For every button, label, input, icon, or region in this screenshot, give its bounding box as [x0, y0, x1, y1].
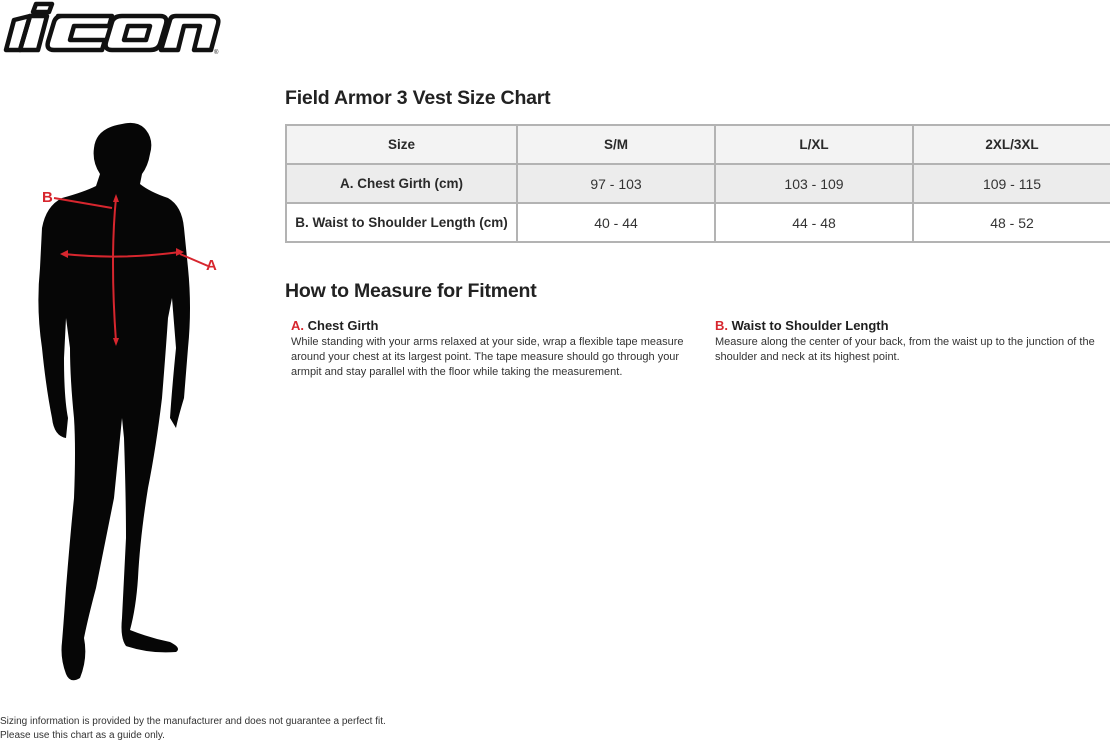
- instruction-title: Waist to Shoulder Length: [731, 318, 889, 333]
- label-b: B: [42, 189, 53, 206]
- brand-logo: [0, 0, 222, 56]
- icon-brand-logo-icon: [0, 0, 222, 56]
- how-to-measure-title: How to Measure for Fitment: [285, 280, 537, 302]
- measure-instruction-waist-shoulder: [715, 318, 1105, 365]
- header-cell: Size: [286, 125, 517, 164]
- label-a: A: [206, 257, 217, 274]
- table-header-row: [286, 125, 1110, 164]
- table-cell: 44 - 48: [715, 203, 913, 242]
- instruction-letter: B.: [715, 318, 728, 333]
- disclaimer: [0, 715, 386, 743]
- row-label: A. Chest Girth (cm): [286, 164, 517, 203]
- instruction-letter: A.: [291, 318, 304, 333]
- table-cell: 109 - 115: [913, 164, 1110, 203]
- measure-instruction-chest: [291, 318, 691, 380]
- header-cell: S/M: [517, 125, 715, 164]
- size-chart-title: Field Armor 3 Vest Size Chart: [285, 87, 551, 109]
- instruction-title: Chest Girth: [307, 318, 379, 333]
- table-cell: 40 - 44: [517, 203, 715, 242]
- human-silhouette-figure: [30, 118, 230, 688]
- human-silhouette-icon: [30, 118, 230, 688]
- table-row: [286, 164, 1110, 203]
- disclaimer-line: Sizing information is provided by the manufacturer and does not guarantee a perfect fit.: [0, 716, 386, 727]
- instruction-heading: [291, 318, 691, 333]
- instruction-description: While standing with your arms relaxed at your side, wrap a flexible tape measure around your chest at its largest point. The tape measure should go through your armpit and stay parallel with the floor while taking the measurement.: [291, 336, 684, 378]
- svg-text:®: ®: [214, 50, 219, 56]
- header-cell: 2XL/3XL: [913, 125, 1110, 164]
- disclaimer-line: Please use this chart as a guide only.: [0, 730, 165, 741]
- header-cell: L/XL: [715, 125, 913, 164]
- table-row: [286, 203, 1110, 242]
- table-cell: 97 - 103: [517, 164, 715, 203]
- table-cell: 103 - 109: [715, 164, 913, 203]
- size-chart-table: [285, 124, 1110, 243]
- instruction-description: Measure along the center of your back, from the waist up to the junction of the shoulder and neck at its highest point.: [715, 336, 1095, 363]
- instruction-heading: [715, 318, 1105, 333]
- row-label: B. Waist to Shoulder Length (cm): [286, 203, 517, 242]
- table-cell: 48 - 52: [913, 203, 1110, 242]
